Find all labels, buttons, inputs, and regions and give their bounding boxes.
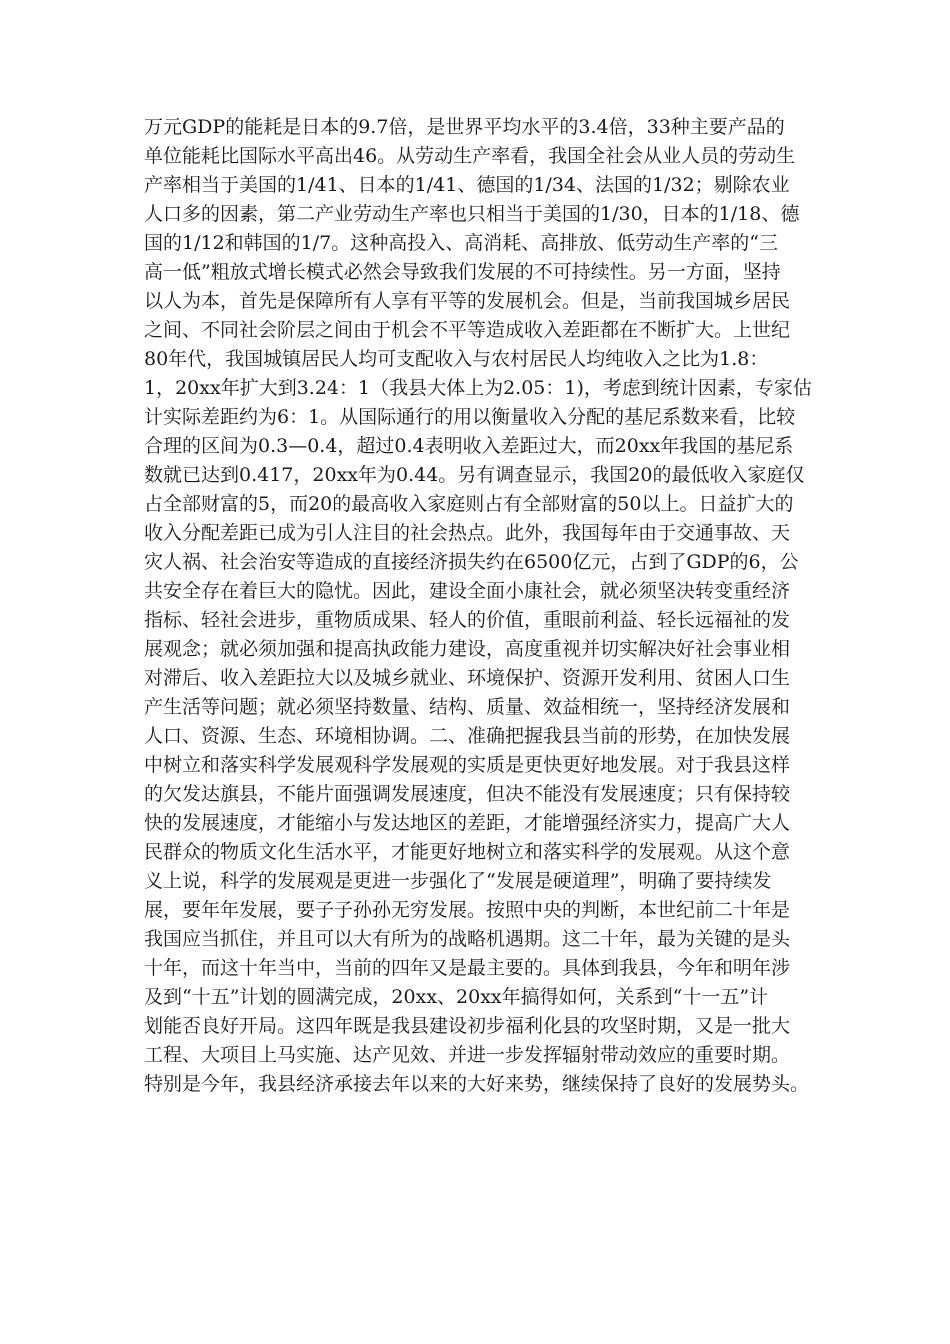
text-line: 义上说，科学的发展观是更进一步强化了“发展是硬道理”，明确了要持续发 (144, 870, 772, 892)
text-line: 我国应当抓住，并且可以大有所为的战略机遇期。这二十年，最为关键的是头 (144, 928, 791, 950)
text-line: 的欠发达旗县，不能片面强调发展速度，但决不能没有发展速度；只有保持较 (144, 783, 791, 805)
body-text (144, 113, 834, 1099)
text-line: 展观念；就必须加强和提高执政能力建设，高度重视并切实解决好社会事业相 (144, 638, 791, 660)
text-line: 工程、大项目上马实施、达产见效、并进一步发挥辐射带动效应的重要时期。 (144, 1044, 791, 1066)
text-line: 80年代，我国城镇居民人均可支配收入与农村居民人均纯收入之比为1.8： (144, 348, 769, 370)
text-line: 中树立和落实科学发展观科学发展观的实质是更快更好地发展。对于我县这样 (144, 754, 791, 776)
text-line: 快的发展速度，才能缩小与发达地区的差距，才能增强经济实力，提高广大人 (144, 812, 791, 834)
text-line: 特别是今年，我县经济承接去年以来的大好来势，继续保持了良好的发展势头。 (144, 1073, 810, 1095)
text-line: 人口、资源、生态、环境相协调。二、准确把握我县当前的形势，在加快发展 (144, 725, 791, 747)
text-line: 指标、轻社会进步，重物质成果、轻人的价值，重眼前利益、轻长远福祉的发 (144, 609, 791, 631)
text-line: 产生活等问题；就必须坚持数量、结构、质量、效益相统一，坚持经济发展和 (144, 696, 791, 718)
text-line: 占全部财富的5，而20的最高收入家庭则占有全部财富的50以上。日益扩大的 (144, 493, 794, 515)
text-line: 灾人祸、社会治安等造成的直接经济损失约在6500亿元，占到了GDP的6，公 (144, 551, 799, 573)
text-line: 数就已达到0.417，20xx年为0.44。另有调查显示，我国20的最低收入家庭仅 (144, 464, 805, 486)
text-line: 划能否良好开局。这四年既是我县建设初步福利化县的攻坚时期，又是一批大 (144, 1015, 791, 1037)
text-line: 产率相当于美国的1/41、日本的1/41、德国的1/34、法国的1/32；剔除农业 (144, 174, 790, 196)
text-line: 收入分配差距已成为引人注目的社会热点。此外，我国每年由于交通事故、天 (144, 522, 791, 544)
text-line: 单位能耗比国际水平高出46。从劳动生产率看，我国全社会从业人员的劳动生 (144, 145, 796, 167)
text-line: 合理的区间为0.3—0.4，超过0.4表明收入差距过大，而20xx年我国的基尼系 (144, 435, 794, 457)
text-line: 十年，而这十年当中，当前的四年又是最主要的。具体到我县，今年和明年涉 (144, 957, 791, 979)
text-line: 展，要年年发展，要子子孙孙无穷发展。按照中央的判断，本世纪前二十年是 (144, 899, 791, 921)
text-line: 及到“十五”计划的圆满完成，20xx、20xx年搞得如何，关系到“十一五”计 (144, 986, 769, 1008)
text-line: 对滞后、收入差距拉大以及城乡就业、环境保护、资源开发利用、贫困人口生 (144, 667, 791, 689)
text-line: 共安全存在着巨大的隐忧。因此，建设全面小康社会，就必须坚决转变重经济 (144, 580, 791, 602)
text-line: 1，20xx年扩大到3.24：1（我县大体上为2.05：1)，考虑到统计因素，专家估 (144, 377, 812, 399)
text-line: 人口多的因素，第二产业劳动生产率也只相当于美国的1/30，日本的1/18、德 (144, 203, 800, 225)
text-line: 计实际差距约为6：1。从国际通行的用以衡量收入分配的基尼系数来看，比较 (144, 406, 796, 428)
text-line: 高一低”粗放式增长模式必然会导致我们发展的不可持续性。另一方面，坚持 (144, 261, 781, 283)
text-line: 国的1/12和韩国的1/7。这种高投入、高消耗、高排放、低劳动生产率的“三 (144, 232, 778, 254)
text-line: 以人为本，首先是保障所有人享有平等的发展机会。但是，当前我国城乡居民 (144, 290, 791, 312)
text-line: 之间、不同社会阶层之间由于机会不平等造成收入差距都在不断扩大。上世纪 (144, 319, 791, 341)
text-line: 万元GDP的能耗是日本的9.7倍，是世界平均水平的3.4倍，33种主要产品的 (144, 116, 785, 138)
text-line: 民群众的物质文化生活水平，才能更好地树立和落实科学的发展观。从这个意 (144, 841, 791, 863)
